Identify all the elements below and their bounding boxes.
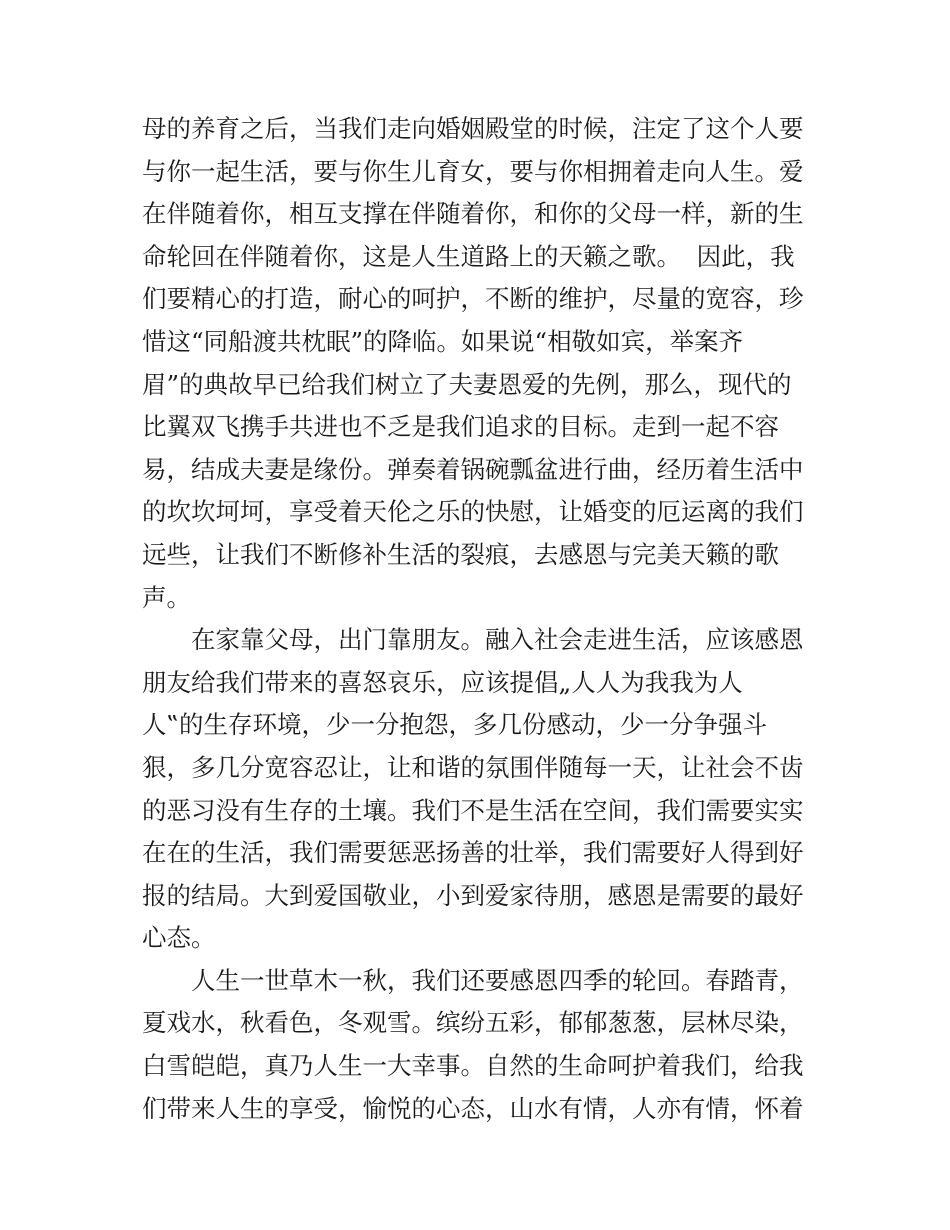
- paragraph-1-line: 眉”的典故早已给我们树立了夫妻恩爱的先例，那么，现代的: [142, 369, 792, 399]
- paragraph-1-line: 易，结成夫妻是缘份。弹奏着锅碗瓢盆进行曲，经历着生活中: [142, 454, 804, 484]
- paragraph-1-line: 们要精心的打造，耐心的呵护，不断的维护，尽量的宽容，珍: [142, 284, 804, 314]
- paragraph-2-line: 心态。: [142, 923, 216, 953]
- paragraph-1-line: 母的养育之后，当我们走向婚姻殿堂的时候，注定了这个人要: [142, 114, 804, 143]
- paragraph-1-line: 的坎坎坷坷，享受着天伦之乐的快慰，让婚变的厄运离的我们: [142, 497, 804, 527]
- paragraph-1-line: 惜这“同船渡共枕眠”的降临。如果说“相敬如宾，举案齐: [142, 326, 744, 356]
- paragraph-3-line: 人生一世草木一秋，我们还要感恩四季的轮回。春踏青，: [191, 965, 804, 995]
- paragraph-3: [142, 960, 822, 1130]
- paragraph-1-line: 在伴随着你，相互支撑在伴随着你，和你的父母一样，新的生: [142, 199, 804, 229]
- paragraph-2-line: 报的结局。大到爱国敬业，小到爱家待朋，感恩是需要的最好: [142, 880, 804, 910]
- paragraph-3-line: 夏戏水，秋看色，冬观雪。缤纷五彩，郁郁葱葱，层林尽染，: [142, 1008, 804, 1038]
- paragraph-1: [142, 108, 822, 619]
- paragraph-2-line: 狠，多几分宽容忍让，让和谐的氛围伴随每一天，让社会不齿: [142, 752, 804, 782]
- paragraph-1-line: 命轮回在伴随着你，这是人生道路上的天籁之歌。 因此，我: [142, 241, 795, 271]
- paragraph-2-line: 人‟的生存环境，少一分抱怨，多几份感动，少一分争强斗: [142, 710, 768, 740]
- paragraph-1-line: 比翼双飞携手共进也不乏是我们追求的目标。走到一起不容: [142, 412, 779, 442]
- paragraph-2-line: 在家靠父母，出门靠朋友。融入社会走进生活，应该感恩: [191, 625, 804, 655]
- paragraph-2-line: 朋友给我们带来的喜怒哀乐，应该提倡„人人为我我为人: [142, 667, 743, 697]
- document-body: [142, 108, 822, 1130]
- paragraph-2-line: 的恶习没有生存的土壤。我们不是生活在空间，我们需要实实: [142, 795, 804, 825]
- paragraph-2-line: 在在的生活，我们需要惩恶扬善的壮举，我们需要好人得到好: [142, 838, 804, 868]
- paragraph-1-line: 与你一起生活，要与你生儿育女，要与你相拥着走向人生。爱: [142, 156, 804, 186]
- paragraph-1-line: 远些，让我们不断修补生活的裂痕，去感恩与完美天籁的歌: [142, 539, 779, 569]
- paragraph-2: [142, 619, 822, 960]
- paragraph-3-line: 们带来人生的享受，愉悦的心态，山水有情，人亦有情，怀着: [142, 1093, 804, 1123]
- paragraph-1-line: 声。: [142, 582, 191, 612]
- paragraph-3-line: 白雪皑皑，真乃人生一大幸事。自然的生命呵护着我们，给我: [142, 1051, 804, 1081]
